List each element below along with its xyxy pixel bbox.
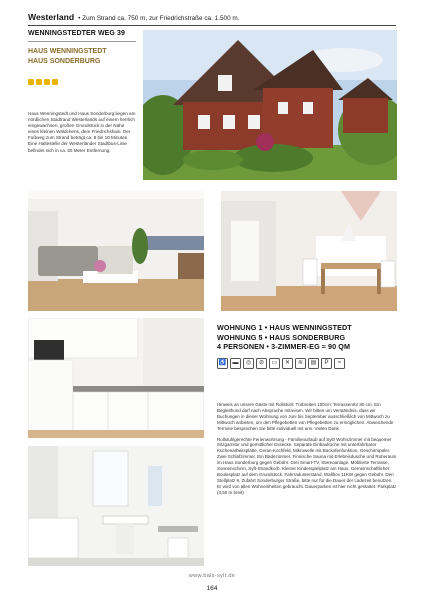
apartment-line-3: 4 PERSONEN • 3-ZIMMER-EG ≈ 90 QM xyxy=(217,342,351,352)
parking-icon: P xyxy=(321,358,332,369)
star-icon xyxy=(52,79,58,85)
dishwasher-icon: ▤ xyxy=(308,358,319,369)
house-name-2: HAUS SONDERBURG xyxy=(28,58,101,65)
notes-paragraph-1: Hinweis an unsere Gäste mit Rollstuhl: Türbreiten 100cm; Terrassentür 80 cm. Ein Begleithund darf nach Absprache mitreisen. Wir bitten um Verständnis, dass wir Buchungen in dieser Wohnung von Juni bis September ausschließlich von Mittwoch zu Mittwoch anbieten, um den Pflegebetten von Pflegebetten zu ermöglichen. Abweichende Termine besprechen Sie bitte individuell mit uns. Vielen Dank. xyxy=(217,402,394,431)
star-icon xyxy=(44,79,50,85)
star-rating xyxy=(28,79,136,85)
amenity-icons xyxy=(217,358,397,369)
wheelchair-icon: ♿ xyxy=(217,358,228,369)
apartment-line-2: WOHNUNG 5 • HAUS SONDERBURG xyxy=(217,332,346,342)
wifi-icon: ≈ xyxy=(334,358,345,369)
location-title: Westerland xyxy=(28,12,75,22)
no-pets-icon: ✕ xyxy=(282,358,293,369)
no-smoking-icon: ⊘ xyxy=(256,358,267,369)
sauna-icon: ≋ xyxy=(295,358,306,369)
location-subtitle: • Zum Strand ca. 750 m, zur Friedrichstraße ca. 1.500 m. xyxy=(78,15,240,22)
bathroom-photo xyxy=(28,446,204,566)
tv-icon: ▭ xyxy=(269,358,280,369)
house-info xyxy=(28,30,136,154)
star-icon xyxy=(36,79,42,85)
house-exterior-photo xyxy=(143,30,397,180)
page-header xyxy=(28,12,396,26)
bed-icon: ▬ xyxy=(230,358,241,369)
house-name-1: HAUS WENNINGSTEDT xyxy=(28,48,107,55)
living-room-photo xyxy=(28,191,204,311)
street-address: WENNINGSTEDTER WEG 39 xyxy=(28,30,136,42)
apartment-info xyxy=(217,323,397,369)
page-number: 164 xyxy=(206,585,218,592)
apartment-notes xyxy=(217,402,397,501)
footer-url: www.bals-sylt.de xyxy=(188,573,236,579)
washing-machine-icon: ◎ xyxy=(243,358,254,369)
dining-room-photo xyxy=(221,191,397,311)
star-icon xyxy=(28,79,34,85)
house-description: Haus Wenningstedt und Haus Sonderburg liegen am nördlichen Stadtrand Westerlands auf einem herrlich eingewachsen, großen Grundstück in der Nähe eines kleinen Wäldchens, dem Friedrichshain. Der Fußweg zum Strand beträgt ca. 8 bis 10 Minuten. Eine Haltestelle der Westerländer Stadtbus-Linie befindet sich in ca. 50 Meter Entfernung. xyxy=(28,111,136,153)
apartment-line-1: WOHNUNG 1 • HAUS WENNINGSTEDT xyxy=(217,323,352,332)
notes-paragraph-2: Rollstuhlgerechte Ferienwohnung - Familienurlaub auf Sylt! Wohnzimmer mit bequemer Sitzgarnitur und gemütlicher Essecke. Separate Einbauküche mit unterfahrbarer Küchenarbeitsplatte, Ceran-Kochfeld, Mikrowelle mit Backofenfunktion, Geschirrspüler. Zwei Schlafzimmer. Ein Badezimmer. Finnische Sauna mit Erlebnisdusche und Ruheraum im Haus Sonderburg gegen Gebühr. Drei Smart-TV, Stereoanlage. Möblierte Terrasse, Sonnenschirm, Syft-Strandkorb. Kleiner Kinderspielplatz am Haus. Gemeinschaftlicher Boulesplatz auf dem Grundstück. Fahrradunterstand. Wallbox 11KW gegen Gebühr. Den Stellplatz 9, Zufahrt Sonderburger Straße, bitte nur für die Dauer der Ladezeit benutzen. Er wird von allen Wohneinheiten gebraucht. Dauerparken ist hier nicht gestattet. Parkplatz (3,50 m breit) xyxy=(217,436,397,495)
kitchen-photo xyxy=(28,318,204,438)
